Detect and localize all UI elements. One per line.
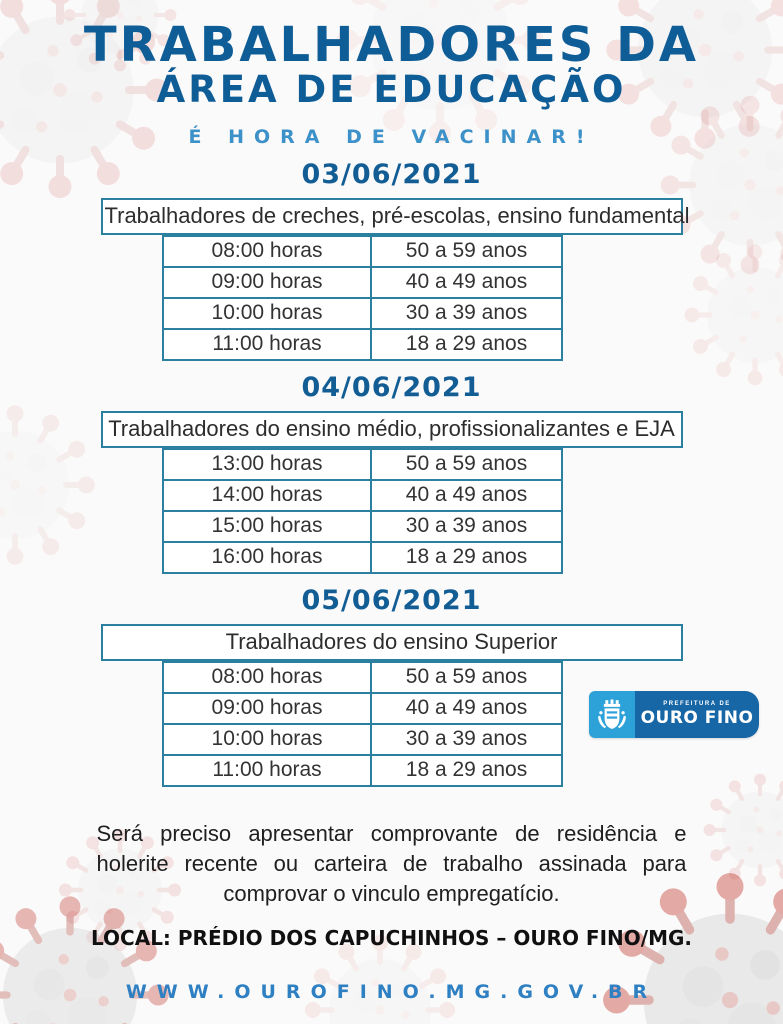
schedule-section-3 xyxy=(0,585,783,787)
schedule-row xyxy=(163,298,562,329)
schedule-row xyxy=(163,724,562,755)
time-cell: 09:00 horas xyxy=(163,693,371,724)
schedule-table xyxy=(162,661,563,787)
age-cell: 40 a 49 anos xyxy=(371,267,562,298)
time-cell: 11:00 horas xyxy=(163,755,371,786)
time-cell: 10:00 horas xyxy=(163,724,371,755)
time-cell: 09:00 horas xyxy=(163,267,371,298)
section-header: Trabalhadores do ensino médio, profissionalizantes e EJA xyxy=(101,411,683,448)
age-cell: 50 a 59 anos xyxy=(371,662,562,693)
time-cell: 13:00 horas xyxy=(163,449,371,480)
schedule-row xyxy=(163,693,562,724)
poster-title-line2: ÁREA DE EDUCAÇÃO xyxy=(156,68,627,112)
schedule-row xyxy=(163,329,562,360)
location-text: LOCAL: PRÉDIO DOS CAPUCHINHOS – OURO FINO/MG. xyxy=(91,926,692,951)
age-cell: 50 a 59 anos xyxy=(371,449,562,480)
schedule-row xyxy=(163,542,562,573)
age-cell: 18 a 29 anos xyxy=(371,542,562,573)
poster-subtitle: É HORA DE VACINAR! xyxy=(188,126,595,149)
schedule-row xyxy=(163,755,562,786)
time-cell: 11:00 horas xyxy=(163,329,371,360)
age-cell: 30 a 39 anos xyxy=(371,298,562,329)
section-date: 05/06/2021 xyxy=(301,585,482,617)
time-cell: 10:00 horas xyxy=(163,298,371,329)
section-date: 04/06/2021 xyxy=(301,372,482,404)
age-cell: 40 a 49 anos xyxy=(371,480,562,511)
logo-prefix-label: PREFEITURA DE xyxy=(663,701,731,707)
schedule-row xyxy=(163,662,562,693)
schedule-table xyxy=(162,448,563,574)
time-cell: 08:00 horas xyxy=(163,236,371,267)
schedule-row xyxy=(163,267,562,298)
age-cell: 18 a 29 anos xyxy=(371,755,562,786)
age-cell: 50 a 59 anos xyxy=(371,236,562,267)
section-header: Trabalhadores de creches, pré-escolas, ensino fundamental xyxy=(101,198,683,235)
schedule-table xyxy=(162,235,563,361)
schedule-section-2 xyxy=(0,372,783,574)
schedule-row xyxy=(163,236,562,267)
poster-title-line1: TRABALHADORES DA xyxy=(83,17,700,73)
age-cell: 30 a 39 anos xyxy=(371,511,562,542)
section-header: Trabalhadores do ensino Superior xyxy=(101,624,683,661)
logo-city-name: OURO FINO xyxy=(640,708,754,728)
time-cell: 15:00 horas xyxy=(163,511,371,542)
time-cell: 16:00 horas xyxy=(163,542,371,573)
schedule-row xyxy=(163,449,562,480)
age-cell: 18 a 29 anos xyxy=(371,329,562,360)
note-text: Será preciso apresentar comprovante de residência e holerite recente ou carteira de trabalho assinada para comprovar o vinculo empregatício. xyxy=(96,821,687,907)
website-text: WWW.OUROFINO.MG.GOV.BR xyxy=(125,981,658,1004)
section-date: 03/06/2021 xyxy=(301,159,482,191)
coat-of-arms-icon xyxy=(589,691,635,738)
schedule-section-1 xyxy=(0,159,783,361)
age-cell: 40 a 49 anos xyxy=(371,693,562,724)
schedule-row xyxy=(163,480,562,511)
schedule-row xyxy=(163,511,562,542)
logo-text-panel xyxy=(635,691,759,738)
time-cell: 08:00 horas xyxy=(163,662,371,693)
time-cell: 14:00 horas xyxy=(163,480,371,511)
city-logo xyxy=(589,691,759,738)
age-cell: 30 a 39 anos xyxy=(371,724,562,755)
